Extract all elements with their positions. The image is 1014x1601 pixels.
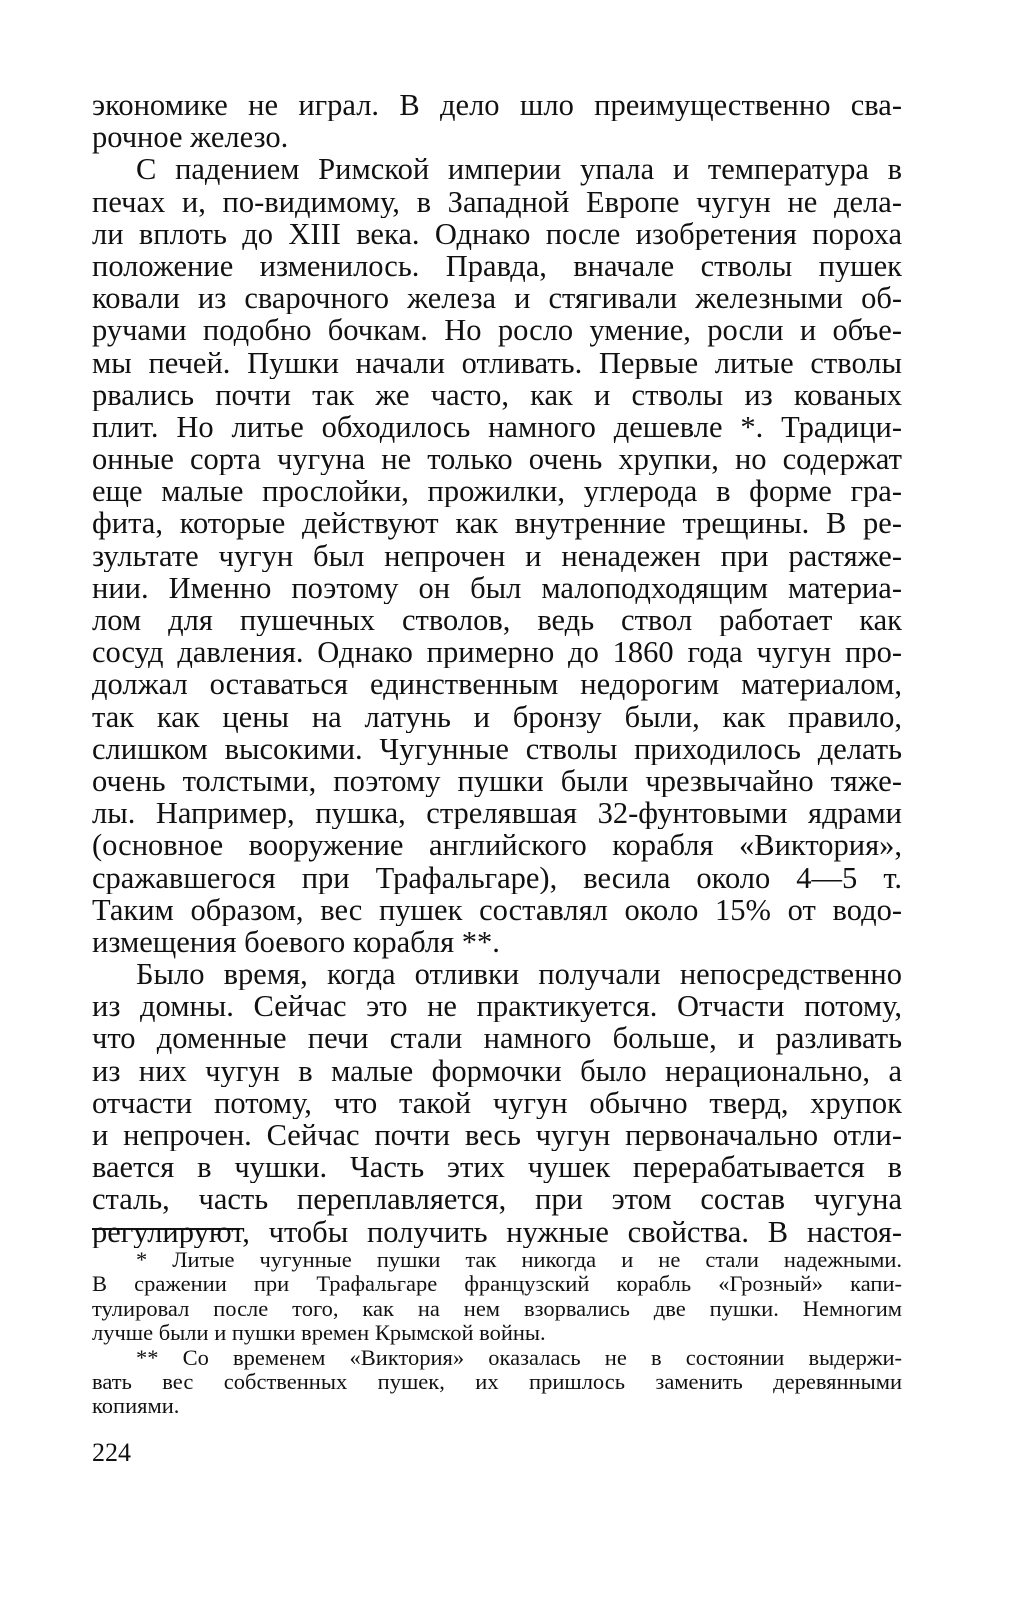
text-line: ли вплоть до XIII века. Однако после изобретения пороха (92, 217, 902, 250)
text-line: так как цены на латунь и бронзу были, как правило, (92, 700, 902, 733)
text-line: нии. Именно поэтому он был малоподходящим материа- (92, 571, 902, 604)
footnote-line: копиями. (92, 1393, 180, 1419)
footnote-line: В сражении при Трафальгаре французский корабль «Грозный» капи- (92, 1272, 902, 1297)
text-line: очень толстыми, поэтому пушки были чрезвычайно тяже- (92, 764, 902, 798)
footnote-line: вать вес собственных пушек, их пришлось заменить деревянными (92, 1369, 902, 1394)
text-line: сталь, часть переплавляется, при этом состав чугуна (92, 1183, 902, 1216)
text-line: слишком высокими. Чугунные стволы приходилось делать (92, 732, 902, 765)
text-line: из них чугун в малые формочки было нерационально, а (92, 1054, 902, 1087)
text-line: Было время, когда отливки получали непосредственно (136, 958, 902, 991)
text-line: сражавшегося при Трафальгаре), весила около 4—5 т. (92, 861, 902, 894)
text-line: онные сорта чугуна не только очень хрупки, но содержат (92, 443, 902, 476)
text-line: фита, которые действуют как внутренние трещины. В ре- (92, 507, 902, 540)
text-line: зультате чугун был непрочен и ненадежен при растяже- (92, 539, 902, 572)
text-line: что доменные печи стали намного больше, и разливать (92, 1022, 902, 1055)
text-line: вается в чушки. Часть этих чушек перерабатывается в (92, 1151, 902, 1184)
text-line: плит. Но литье обходилось намного дешевле *. Традици- (92, 410, 902, 444)
text-line: ручами подобно бочкам. Но росло умение, росли и объе- (92, 314, 902, 347)
footnotes (92, 1248, 902, 1419)
text-line: должал оставаться единственным недорогим материалом, (92, 668, 902, 701)
text-line: рочное железо. (92, 120, 289, 155)
text-line: мы печей. Пушки начали отливать. Первые литые стволы (92, 346, 902, 379)
footnote-line: лучше были и пушки времен Крымской войны. (92, 1320, 546, 1346)
text-line: из домны. Сейчас это не практикуется. Отчасти потому, (92, 990, 902, 1023)
text-line: ковали из сварочного железа и стягивали железными об- (92, 282, 902, 315)
text-line: и непрочен. Сейчас почти весь чугун первоначально отли- (92, 1119, 902, 1152)
text-line: С падением Римской империи упала и температура в (136, 153, 902, 186)
text-line: регулируют, чтобы получить нужные свойства. В настоя- (92, 1215, 902, 1248)
text-line: отчасти потому, что такой чугун обычно тверд, хрупок (92, 1086, 902, 1119)
footnote-divider (92, 1228, 240, 1230)
text-line: еще малые прослойки, прожилки, углерода в форме гра- (92, 475, 902, 508)
page-number: 224 (92, 1438, 131, 1467)
text-line: измещения боевого корабля **. (92, 924, 500, 959)
text-line: положение изменилось. Правда, вначале стволы пушек (92, 249, 902, 283)
text-line: печах и, по-видимому, в Западной Европе чугун не дела- (92, 185, 902, 218)
text-line: лы. Например, пушка, стрелявшая 32-фунтовыми ядрами (92, 797, 902, 830)
footnote-line: тулировал после того, как на нем взорвались две пушки. Немногим (92, 1296, 902, 1321)
text-line: (основное вооружение английского корабля «Виктория», (92, 829, 902, 862)
footnote-line: ** Со временем «Виктория» оказалась не в состоянии выдержи- (136, 1345, 902, 1370)
main-text (92, 89, 902, 1248)
footnote-line: * Литые чугунные пушки так никогда и не стали надежными. (136, 1248, 902, 1272)
text-line: лом для пушечных стволов, ведь ствол работает как (92, 604, 902, 637)
text-line: Таким образом, вес пушек составлял около 15% от водо- (92, 893, 902, 926)
text-line: экономике не играл. В дело шло преимущественно сва- (92, 89, 902, 122)
text-line: сосуд давления. Однако примерно до 1860 года чугун про- (92, 636, 902, 669)
text-line: рвались почти так же часто, как и стволы из кованых (92, 378, 902, 411)
